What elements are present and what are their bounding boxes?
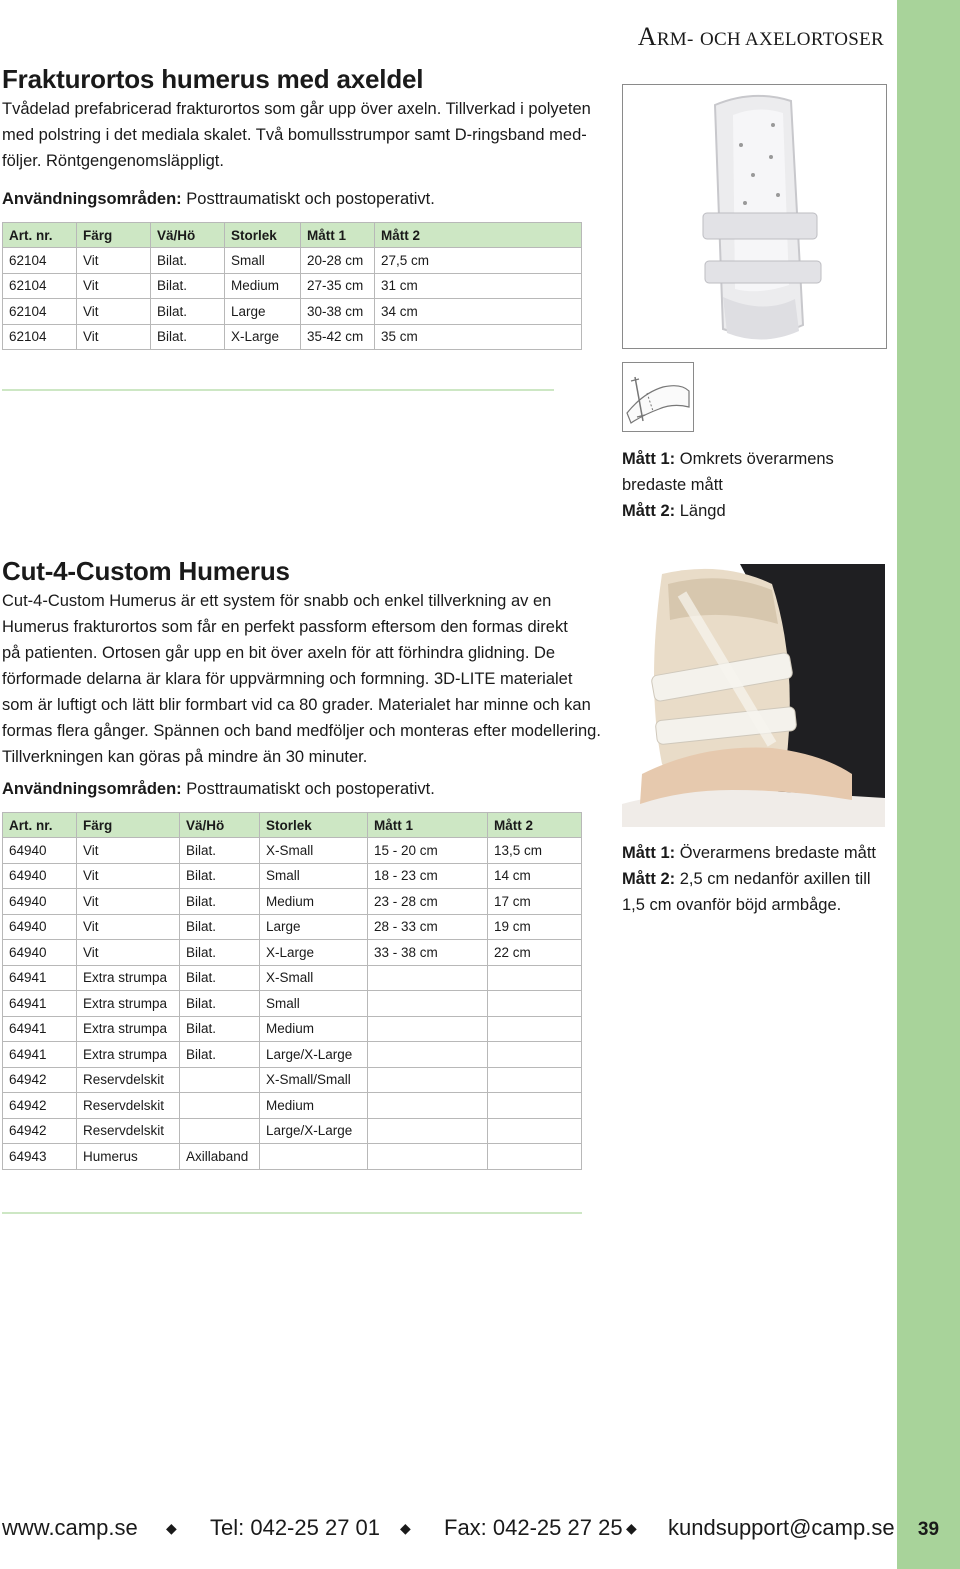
table-row [3, 965, 582, 991]
footer-separator-icon: ◆ [400, 1520, 411, 1536]
table-cell: Bilat. [180, 914, 260, 940]
table-cell: Large [260, 914, 368, 940]
table-cell [180, 1118, 260, 1144]
table-cell: Vit [77, 914, 180, 940]
table-row [3, 273, 582, 299]
section2-description: Cut-4-Custom Humerus är ett system för snabb och enkel tillverkning av en Humerus frakturortos som får en perfekt passform eftersom den formas direkt på patienten. Ortosen går upp en bit över axeln för att förhindra glidning. De förformade delarna är klara för uppvärmning och formning. 3D-LITE materialet som är luftigt och lätt blir formbart vid ca 80 grader. Materialet har minne och kan formas flera gånger. Spännen och band medföljer och monteras efter modellering. Tillverkningen kan göras på mindre än 30 minuter. [2, 592, 601, 766]
table-row [3, 1067, 582, 1093]
table-cell: Bilat. [180, 838, 260, 864]
table-cell [368, 1067, 488, 1093]
table-cell: Extra strumpa [77, 1016, 180, 1042]
table-cell [260, 1144, 368, 1170]
table-cell: Humerus [77, 1144, 180, 1170]
table-cell [180, 1093, 260, 1119]
table-cell [488, 1144, 582, 1170]
table-cell: 13,5 cm [488, 838, 582, 864]
section2-usage: Användningsområden: Posttraumatiskt och postoperativt. [2, 780, 435, 798]
table-cell: Vit [77, 273, 151, 299]
table-cell: 27-35 cm [301, 273, 375, 299]
section2-title: Cut-4-Custom Humerus [2, 556, 290, 586]
table-header-cell: Färg [77, 223, 151, 248]
table-cell: Vit [77, 889, 180, 915]
table-cell: Extra strumpa [77, 991, 180, 1017]
table-cell: 62104 [3, 324, 77, 350]
table-cell: X-Small [260, 838, 368, 864]
table-header-cell: Vä/Hö [151, 223, 225, 248]
table-row [3, 324, 582, 350]
table-header-cell: Mått 2 [488, 813, 582, 838]
table-cell [368, 1144, 488, 1170]
table-cell: 17 cm [488, 889, 582, 915]
footer-separator-icon: ◆ [166, 1520, 177, 1536]
table-cell: Large [225, 299, 301, 325]
section1-usage: Användningsområden: Posttraumatiskt och postoperativt. [2, 190, 435, 208]
table-cell: X-Large [260, 940, 368, 966]
category-heading: ARM- OCH AXELORTOSER [637, 22, 884, 51]
table-cell [488, 1016, 582, 1042]
table-header-cell: Färg [77, 813, 180, 838]
table-cell: 64940 [3, 863, 77, 889]
table-row [3, 299, 582, 325]
table-cell: Bilat. [151, 299, 225, 325]
table-row [3, 914, 582, 940]
table-cell [368, 1016, 488, 1042]
table-cell: 64940 [3, 940, 77, 966]
table-cell [488, 1067, 582, 1093]
table-cell: Bilat. [180, 1042, 260, 1068]
table-cell: Bilat. [180, 965, 260, 991]
table-cell: Bilat. [180, 889, 260, 915]
table-row [3, 863, 582, 889]
table-row [3, 889, 582, 915]
section-divider-bottom [2, 1212, 582, 1214]
table-cell: 14 cm [488, 863, 582, 889]
table-cell: Reservdelskit [77, 1093, 180, 1119]
table-row [3, 1144, 582, 1170]
table-cell [368, 965, 488, 991]
table-cell: 35-42 cm [301, 324, 375, 350]
table-row [3, 1093, 582, 1119]
table-cell: Bilat. [180, 991, 260, 1017]
table-header-cell: Art. nr. [3, 813, 77, 838]
table-cell: 62104 [3, 299, 77, 325]
table-cell: Vit [77, 248, 151, 274]
table-cell: 23 - 28 cm [368, 889, 488, 915]
table-cell: 18 - 23 cm [368, 863, 488, 889]
table-row [3, 991, 582, 1017]
table-cell: Medium [260, 1016, 368, 1042]
table-cell: Vit [77, 324, 151, 350]
table-cell: Medium [260, 1093, 368, 1119]
table-cell: 34 cm [375, 299, 582, 325]
table-cell: 64941 [3, 965, 77, 991]
table-cell: 64940 [3, 889, 77, 915]
table-cell: 64942 [3, 1067, 77, 1093]
table-cell: 31 cm [375, 273, 582, 299]
table-row [3, 248, 582, 274]
section1-spec-table [2, 222, 582, 350]
table-cell: X-Small [260, 965, 368, 991]
table-cell: Bilat. [151, 248, 225, 274]
table-cell: Small [260, 991, 368, 1017]
table-cell [368, 1093, 488, 1119]
table-cell: Vit [77, 940, 180, 966]
section1-description: Tvådelad prefabricerad frakturortos som går upp över axeln. Tillverkad i polyeten med polstring i det mediala skalet. Två bomullsstrumpor samt D-ringsband med- följer. Röntgengenomsläppligt. [2, 100, 591, 170]
table-cell: X-Small/Small [260, 1067, 368, 1093]
table-cell [488, 965, 582, 991]
table-cell: 30-38 cm [301, 299, 375, 325]
table-header-cell: Mått 2 [375, 223, 582, 248]
table-cell: Extra strumpa [77, 965, 180, 991]
footer-separator-icon: ◆ [626, 1520, 637, 1536]
footer [2, 1515, 895, 1545]
table-cell: 64942 [3, 1093, 77, 1119]
table-cell: Reservdelskit [77, 1118, 180, 1144]
footer-phone: Tel: 042-25 27 01 [210, 1515, 381, 1540]
table-cell: 64942 [3, 1118, 77, 1144]
table-cell: Bilat. [151, 273, 225, 299]
table-cell [488, 1118, 582, 1144]
table-cell: 62104 [3, 273, 77, 299]
brace-product-photo [622, 84, 887, 349]
table-cell: Large/X-Large [260, 1042, 368, 1068]
page-number: 39 [917, 1519, 940, 1540]
table-cell [180, 1067, 260, 1093]
table-cell: Axillaband [180, 1144, 260, 1170]
table-header-cell: Mått 1 [368, 813, 488, 838]
table-cell: Large/X-Large [260, 1118, 368, 1144]
table-cell: Reservdelskit [77, 1067, 180, 1093]
table-cell: 35 cm [375, 324, 582, 350]
table-cell [488, 991, 582, 1017]
section2-measure-note: Mått 1: Överarmens bredaste mått Mått 2: 2,5 cm nedanför axillen till 1,5 cm ovanför böjd armbåge. [622, 844, 876, 914]
table-row [3, 940, 582, 966]
table-header-cell: Storlek [225, 223, 301, 248]
table-cell [368, 1042, 488, 1068]
table-cell: 64941 [3, 991, 77, 1017]
table-cell: 15 - 20 cm [368, 838, 488, 864]
table-row [3, 838, 582, 864]
table-row [3, 1016, 582, 1042]
table-cell: 64941 [3, 1042, 77, 1068]
table-cell: X-Large [225, 324, 301, 350]
table-cell: Small [260, 863, 368, 889]
table-cell: 64941 [3, 1016, 77, 1042]
table-cell: 19 cm [488, 914, 582, 940]
table-cell [368, 991, 488, 1017]
table-cell: Bilat. [180, 863, 260, 889]
footer-email-link[interactable]: kundsupport@camp.se [668, 1515, 895, 1540]
table-cell: 22 cm [488, 940, 582, 966]
side-color-bar [897, 0, 960, 1569]
table-cell: Bilat. [151, 324, 225, 350]
section2-spec-table [2, 812, 582, 1170]
table-cell: 20-28 cm [301, 248, 375, 274]
table-cell: 28 - 33 cm [368, 914, 488, 940]
table-cell: Bilat. [180, 940, 260, 966]
table-header-cell: Storlek [260, 813, 368, 838]
section1-measure-note: Mått 1: Omkrets överarmens bredaste mått Mått 2: Längd [622, 450, 834, 520]
table-row [3, 1042, 582, 1068]
table-cell: Vit [77, 838, 180, 864]
table-cell: 64940 [3, 914, 77, 940]
table-cell: Vit [77, 863, 180, 889]
measurement-diagram [622, 362, 694, 432]
table-cell: Bilat. [180, 1016, 260, 1042]
table-cell [368, 1118, 488, 1144]
table-cell [488, 1093, 582, 1119]
table-row [3, 1118, 582, 1144]
table-cell: 64940 [3, 838, 77, 864]
table-cell: Medium [260, 889, 368, 915]
section1-title: Frakturortos humerus med axeldel [2, 64, 424, 94]
table-cell: 62104 [3, 248, 77, 274]
table-cell: Medium [225, 273, 301, 299]
section-divider [2, 389, 554, 391]
table-cell: 27,5 cm [375, 248, 582, 274]
table-header-cell: Art. nr. [3, 223, 77, 248]
table-cell: Vit [77, 299, 151, 325]
table-header-cell: Mått 1 [301, 223, 375, 248]
table-cell [488, 1042, 582, 1068]
table-cell: 64943 [3, 1144, 77, 1170]
arm-product-photo [622, 564, 885, 827]
table-cell: Small [225, 248, 301, 274]
table-cell: 33 - 38 cm [368, 940, 488, 966]
table-header-cell: Vä/Hö [180, 813, 260, 838]
footer-fax: Fax: 042-25 27 25 [444, 1515, 623, 1540]
table-cell: Extra strumpa [77, 1042, 180, 1068]
footer-website-link[interactable]: www.camp.se [2, 1515, 138, 1540]
